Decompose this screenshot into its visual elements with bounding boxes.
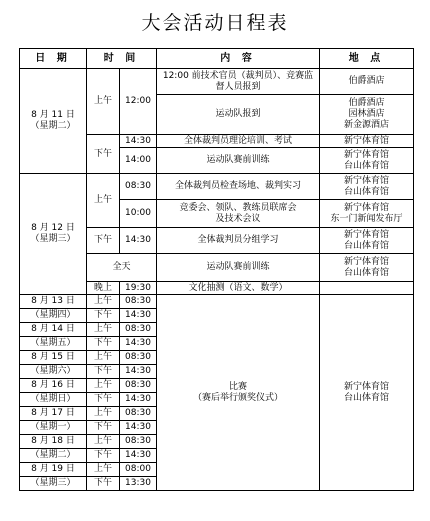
date-cell: 8 月 11 日 （星期二）: [20, 69, 87, 174]
weekday-cell: （星期六）: [20, 365, 87, 379]
time-cell: 14:30: [120, 309, 157, 323]
header-row: [20, 49, 414, 69]
table-row: [20, 69, 414, 95]
content-cell: 全体裁判员检查场地、裁判实习: [157, 174, 320, 200]
period-cell: 下午: [87, 421, 120, 435]
time-cell: 08:00: [120, 463, 157, 477]
period-cell: 上午: [87, 174, 120, 228]
period-cell: 上午: [87, 435, 120, 449]
table-row: [20, 174, 414, 200]
time-cell: 08:30: [120, 323, 157, 337]
date-cell: 8 月 12 日 （星期三）: [20, 174, 87, 295]
place-cell: 新宁体育馆 东一门新闻发布厅: [320, 200, 414, 228]
time-cell: 10:00: [120, 200, 157, 228]
time-cell: 14:00: [120, 148, 157, 174]
place-cell: 新宁体育馆 台山体育馆: [320, 148, 414, 174]
header-content: 内 容: [157, 49, 320, 69]
content-cell: 全体裁判员分组学习: [157, 228, 320, 254]
time-cell: 08:30: [120, 407, 157, 421]
date-cell: 8 月 15 日: [20, 351, 87, 365]
period-cell: 下午: [87, 449, 120, 463]
weekday-cell: （星期一）: [20, 421, 87, 435]
match-content-cell: 比赛 （赛后举行颁奖仪式）: [157, 295, 320, 491]
schedule-table: [19, 48, 414, 491]
period-cell: 下午: [87, 228, 120, 254]
time-cell: 13:30: [120, 477, 157, 491]
place-cell: 新宁体育馆 台山体育馆: [320, 228, 414, 254]
date-cell: 8 月 19 日: [20, 463, 87, 477]
time-cell: 08:30: [120, 379, 157, 393]
header-time: 时 间: [87, 49, 157, 69]
period-cell: 下午: [87, 393, 120, 407]
period-cell: 上午: [87, 351, 120, 365]
time-cell: 12:00: [120, 69, 157, 135]
time-cell: 14:30: [120, 393, 157, 407]
place-cell: 伯爵酒店: [320, 69, 414, 95]
time-cell: 14:30: [120, 337, 157, 351]
time-cell: 14:30: [120, 135, 157, 148]
weekday-cell: （星期四）: [20, 309, 87, 323]
time-cell: 08:30: [120, 174, 157, 200]
period-cell: 下午: [87, 337, 120, 351]
content-cell: 全体裁判员理论培训、考试: [157, 135, 320, 148]
period-cell: 晚上: [87, 282, 120, 295]
content-cell: 文化抽测（语文、数学）: [157, 282, 320, 295]
place-cell: 伯爵酒店 园林酒店 新金源酒店: [320, 95, 414, 135]
content-cell: 运动队赛前训练: [157, 148, 320, 174]
page-title: 大会活动日程表: [141, 12, 289, 34]
weekday-cell: （星期五）: [20, 337, 87, 351]
time-cell: 14:30: [120, 421, 157, 435]
place-cell: [320, 282, 414, 295]
date-cell: 8 月 18 日: [20, 435, 87, 449]
date-cell: 8 月 13 日: [20, 295, 87, 309]
period-cell: 下午: [87, 477, 120, 491]
place-cell: 新宁体育馆 台山体育馆: [320, 174, 414, 200]
period-cell: 全天: [87, 254, 157, 282]
header-place: 地 点: [320, 49, 414, 69]
content-cell: 运动队赛前训练: [157, 254, 320, 282]
weekday-cell: （星期日）: [20, 393, 87, 407]
time-cell: 14:30: [120, 449, 157, 463]
weekday-cell: （星期二）: [20, 449, 87, 463]
table-row: [20, 295, 414, 309]
period-cell: 上午: [87, 295, 120, 309]
match-place-cell: 新宁体育馆 台山体育馆: [320, 295, 414, 491]
content-cell: 12:00 前技术官员（裁判员）、竞赛监 督人员报到: [157, 69, 320, 95]
period-cell: 上午: [87, 407, 120, 421]
time-cell: 19:30: [120, 282, 157, 295]
period-cell: 上午: [87, 69, 120, 135]
time-cell: 08:30: [120, 351, 157, 365]
header-date: 日 期: [20, 49, 87, 69]
time-cell: 14:30: [120, 228, 157, 254]
period-cell: 下午: [87, 309, 120, 323]
content-cell: 竞委会、领队、教练员联席会 及技术会议: [157, 200, 320, 228]
time-cell: 08:30: [120, 295, 157, 309]
date-cell: 8 月 14 日: [20, 323, 87, 337]
weekday-cell: （星期三）: [20, 477, 87, 491]
time-cell: 14:30: [120, 365, 157, 379]
time-cell: 08:30: [120, 435, 157, 449]
period-cell: 下午: [87, 135, 120, 174]
date-cell: 8 月 16 日: [20, 379, 87, 393]
period-cell: 上午: [87, 463, 120, 477]
place-cell: 新宁体育馆: [320, 135, 414, 148]
place-cell: 新宁体育馆 台山体育馆: [320, 254, 414, 282]
date-cell: 8 月 17 日: [20, 407, 87, 421]
period-cell: 上午: [87, 323, 120, 337]
period-cell: 下午: [87, 365, 120, 379]
period-cell: 上午: [87, 379, 120, 393]
content-cell: 运动队报到: [157, 95, 320, 135]
